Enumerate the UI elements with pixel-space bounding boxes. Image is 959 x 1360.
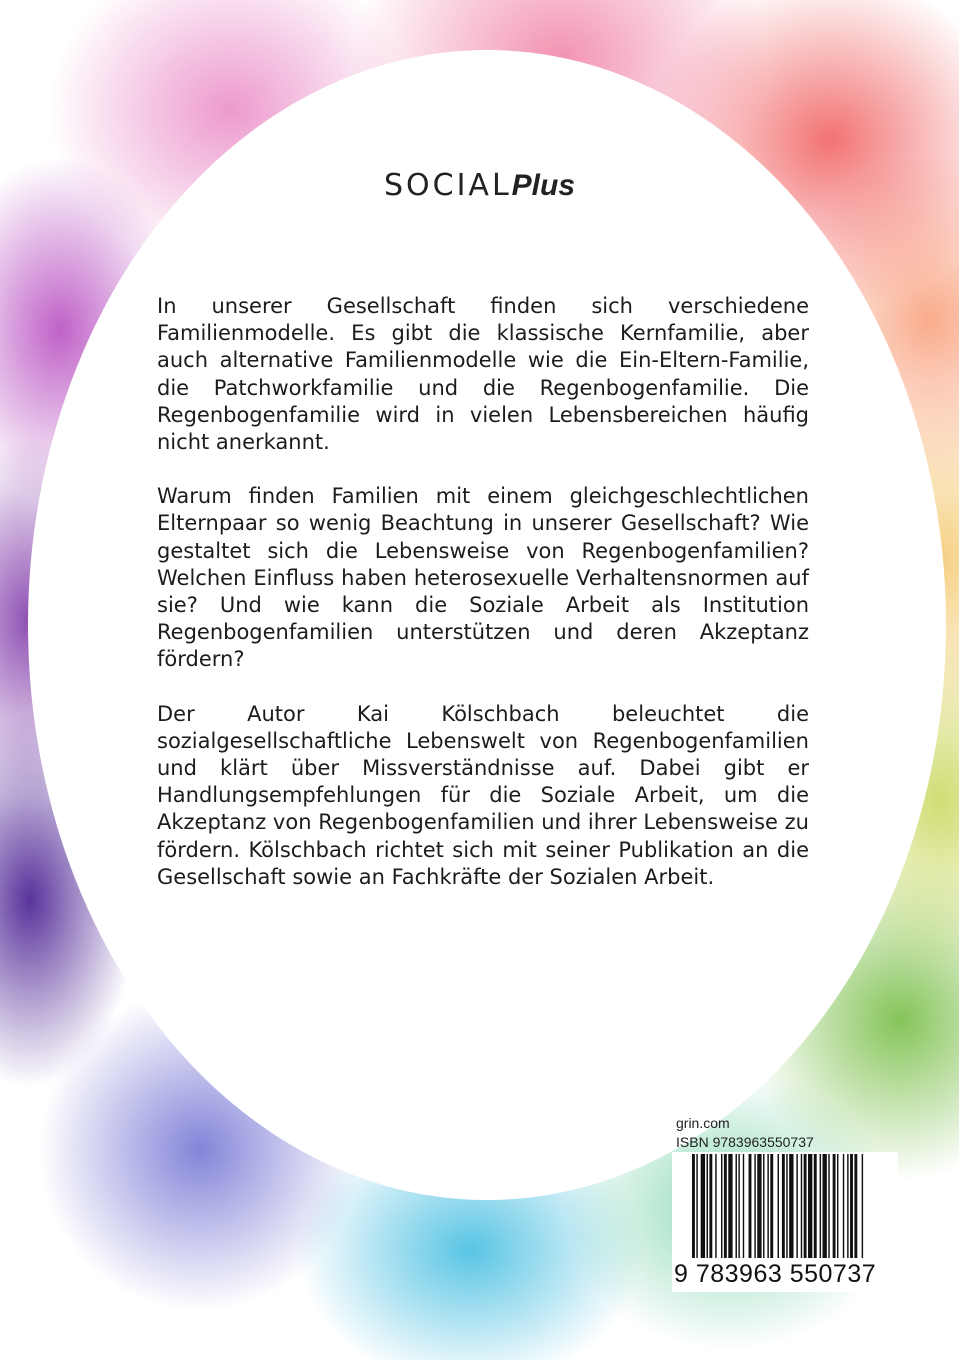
barcode-bar	[801, 1154, 802, 1258]
barcode-bar	[862, 1154, 863, 1258]
barcode-bar	[692, 1154, 695, 1258]
barcode-icon	[674, 1154, 896, 1260]
blurb-paragraph-2: Warum finden Familien mit einem gleichgeschlechtlichen Elternpaar so wenig Beachtung in unserer Gesellschaft? Wie gestaltet sich die Lebensweise von Regenbogenfamilien? Welchen Einfluss haben heterosexuelle Verhaltensnormen auf sie? Und wie kann die Soziale Arbeit als Institution Regenbogenfamilien unterstützen und deren Akzeptanz fördern?	[157, 484, 809, 672]
barcode-digits: 9 783963 550737	[674, 1260, 877, 1288]
blurb-paragraph-3: Der Autor Kai Kölschbach beleuchtet die sozialgesellschaftliche Lebenswelt von Regenbogenfamilien und klärt über Missverständnisse auf. Dabei gibt er Handlungsempfehlungen für die Soziale Arbeit, um die Akzeptanz von Regenbogenfamilien und ihrer Lebensweise zu fördern. Kölschbach richtet sich mit seiner Publikation an die Gesellschaft sowie an Fachkräfte der Sozialen Arbeit.	[157, 701, 809, 889]
barcode-bar	[709, 1154, 712, 1258]
blurb-paragraph-1: In unserer Gesellschaft finden sich verschiedene Familienmodelle. Es gibt die klassische Kernfamilie, aber auch alternative Familienmodelle wie die Ein-Eltern-Familie, die Patchworkfamilie und die Regenbogenfamilie. Die Regenbogenfamilie wird in vielen Lebensbereichen häufig nicht anerkannt.	[157, 294, 809, 455]
barcode-bar	[767, 1154, 768, 1258]
barcode-bar	[728, 1154, 732, 1258]
barcode-bar	[837, 1154, 838, 1258]
barcode-bar	[736, 1154, 737, 1258]
barcode-bar	[828, 1154, 829, 1258]
barcode-bar	[757, 1154, 761, 1258]
barcode-bar	[738, 1154, 739, 1258]
barcode-bar	[786, 1154, 787, 1258]
barcode-bar	[808, 1154, 812, 1258]
barcode-bar	[850, 1154, 853, 1258]
series-logo-prefix: SOCIAL	[383, 168, 512, 203]
barcode-bar	[789, 1154, 793, 1258]
series-logo-suffix: Plus	[511, 169, 576, 202]
barcode-bar	[701, 1154, 705, 1258]
barcode-bar	[770, 1154, 773, 1258]
barcode-bar	[743, 1154, 744, 1258]
barcode-bar	[707, 1154, 708, 1258]
publisher-site: grin.com	[676, 1115, 730, 1131]
barcode-bar	[833, 1154, 836, 1258]
barcode-bar	[754, 1154, 755, 1258]
barcode-bar	[778, 1154, 779, 1258]
barcode-bar	[696, 1154, 697, 1258]
barcode-bar	[854, 1154, 857, 1258]
barcode-bar	[724, 1154, 727, 1258]
barcode-bar	[820, 1154, 821, 1258]
isbn-label: ISBN 9783963550737	[676, 1134, 814, 1150]
barcode-bar	[763, 1154, 764, 1258]
series-logo	[0, 168, 959, 203]
barcode-bar	[823, 1154, 827, 1258]
barcode-bar	[796, 1154, 797, 1258]
barcode-bar	[715, 1154, 716, 1258]
barcode-bar	[749, 1154, 752, 1258]
blurb-text	[157, 293, 809, 918]
barcode-bar	[847, 1154, 848, 1258]
barcode-bar	[843, 1154, 844, 1258]
barcode-bar	[721, 1154, 722, 1258]
barcode-bar	[814, 1154, 817, 1258]
barcode-bar	[782, 1154, 785, 1258]
barcode-bar	[804, 1154, 807, 1258]
